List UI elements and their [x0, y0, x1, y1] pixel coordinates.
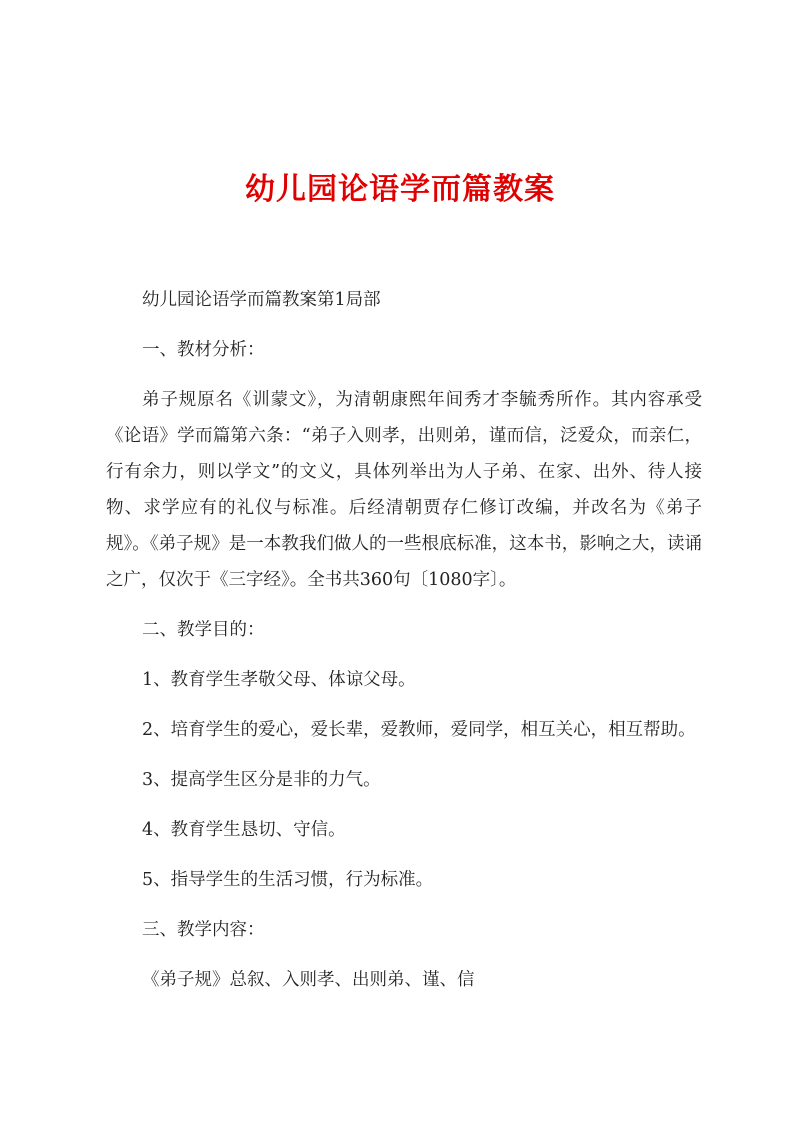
paragraph-goal-2: 2、培育学生的爱心，爱长辈，爱教师，爱同学，相互关心，相互帮助。: [142, 720, 696, 740]
paragraph-goal-1: 1、教育学生孝敬父母、体谅父母。: [142, 670, 416, 690]
paragraph-teaching-goals-heading: 二、教学目的：: [142, 620, 265, 640]
paragraph-teaching-content: 《弟子规》总叙、入则孝、出则弟、谨、信: [142, 970, 475, 990]
paragraph-goal-3: 3、提高学生区分是非的力气。: [142, 770, 381, 790]
paragraph-textbook-analysis: 弟子规原名《训蒙文》，为清朝康熙年间秀才李毓秀所作。其内容承受《论语》学而篇第六条：“弟子入则孝，出则弟，谨而信，泛爱众，而亲仁，行有余力，则以学文”的文义，具体列举出为人子弟、在家、出外、待人接物、求学应有的礼仪与标准。后经清朝贾存仁修订改编，并改名为《弟子规》。《弟子规》是一本教我们做人的一些根底标准，这本书，影响之大，读诵之广，仅次于《三字经》。全书共360句〔1080字〕。: [106, 390, 702, 590]
document-title: 幼儿园论语学而篇教案: [245, 172, 555, 207]
document-body: [106, 282, 702, 998]
paragraph-section-heading: 幼儿园论语学而篇教案第1局部: [142, 290, 381, 310]
paragraph-goal-5: 5、指导学生的生活习惯，行为标准。: [142, 870, 434, 890]
paragraph-teaching-content-heading: 三、教学内容：: [142, 920, 265, 940]
paragraph-goal-4: 4、教育学生恳切、守信。: [142, 820, 346, 840]
paragraph-textbook-analysis-heading: 一、教材分析：: [142, 340, 265, 360]
